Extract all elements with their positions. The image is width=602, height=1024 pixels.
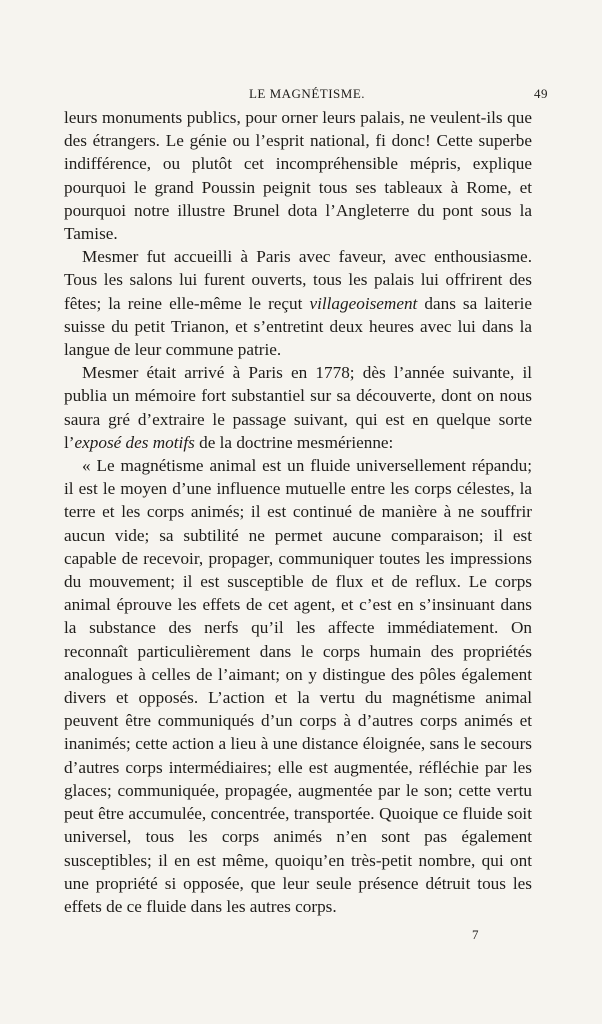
text-run: leurs monuments publics, pour orner leurs palais, ne veulent-ils que des étrangers. Le génie ou l’esprit national, fi donc! Cette superbe indifférence, ou plutôt cet incompréhensible mépris, explique pourquoi le grand Poussin peignit tous ses tableaux à Rome, et pourquoi notre illustre Brunel dota l’Angleterre du pont sous la Tamise. [64,108,532,244]
text-run: Mesmer fut accueilli à Paris avec faveur, avec enthousiasme. Tous les salons lui furent ouverts, tous les palais lui offrirent des fêtes; la reine elle-même le reçut [64,247,532,313]
text-run: de la doctrine mesmérienne: [194,432,394,452]
text-run: Mesmer était arrivé à Paris en 1778; dès l’année suivante, il publia un mémoire fort substantiel sur sa découverte, dont on nous saura gré d’extraire le passage suivant, qui est en quelque sorte l’ [64,363,532,452]
italic-phrase: villageoisement [309,293,418,313]
signature-mark: 7 [472,927,479,942]
page-number: 49 [534,86,548,101]
running-title: LE MAGNÉTISME. [248,86,366,101]
italic-phrase: exposé des motifs [74,432,195,452]
paragraph [64,454,532,918]
body-text [64,106,532,918]
paragraph [64,106,532,245]
text-run: dans sa laiterie suisse du petit Trianon, et s’entretint deux heures avec lui dans la langue de leur commune patrie. [64,293,532,360]
page-header [66,86,548,106]
paragraph [64,361,532,454]
text-run: « Le magnétisme animal est un fluide universellement répandu; il est le moyen d’une influence mutuelle entre les corps célestes, la terre et les corps animés; il est continué de manière à ne souffrir aucun vide; sa subtilité ne permet aucune comparaison; il est capable de recevoir, propager, communiquer toutes les impressions du mouvement; il est susceptible de flux et de reflux. Le corps animal éprouve les effets de cet agent, et c’est en s’insinuant dans la substance des nerfs qu’il les affecte immédiatement. On reconnaît particulièrement dans le corps humain des propriétés analogues à celles de l’aimant; on y distingue des pôles également divers et opposés. L’action et la vertu du magnétisme animal peuvent être communiqués d’un corps à d’autres corps animés et inanimés; cette action a lieu à une distance éloignée, sans le secours d’autres corps intermédiaires; elle est augmentée, réfléchie par les glaces; communiquée, propagée, augmentée par le son; cette vertu peut être accumulée, concentrée, transportée. Quoique ce fluide soit universel, tous les corps animés n’en sont pas également susceptibles; il en est même, quoiqu’en très-petit nombre, qui ont une propriété si opposée, que leur seule présence détruit tous les effets de ce fluide dans les autres corps. [64,456,532,916]
paragraph [64,245,532,361]
